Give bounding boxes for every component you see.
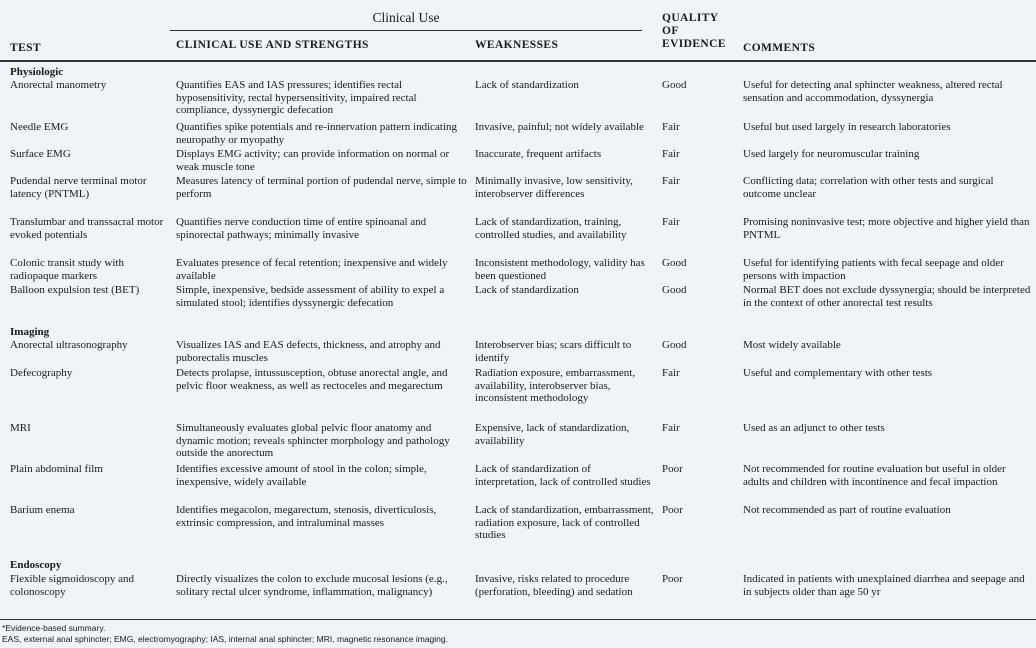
comments: Conflicting data; correlation with other tests and surgical outcome unclear [743,175,994,200]
weaknesses: Inconsistent methodology, validity has been questioned [475,257,645,282]
clinical-use: Simple, inexpensive, bedside assessment of ability to expel a simulated stool; identifies dyssynergic defecation [176,284,445,309]
clinical-use: Quantifies EAS and IAS pressures; identifies rectal hyposensitivity, rectal hypersensitivity, impaired rectal compliance, dyssynergic defecation [176,79,417,117]
test-name: Plain abdominal film [10,463,103,475]
clinical-use: Measures latency of terminal portion of pudendal nerve, simple to perform [176,175,467,200]
clinical-use: Displays EMG activity; can provide information on normal or weak muscle tone [176,148,450,173]
test-name: Colonic transit study with radiopaque markers [10,257,124,282]
weaknesses: Lack of standardization of interpretation, lack of controlled studies [475,463,651,488]
comments: Not recommended for routine evaluation but useful in older adults and children with incontinence and fecal impaction [743,463,1006,488]
header-rule [0,60,1036,62]
weaknesses: Interobserver bias; scars difficult to identify [475,339,632,364]
quality: Fair [662,216,680,228]
section-imaging: Imaging [10,326,50,338]
comments: Useful for detecting anal sphincter weakness, altered rectal sensation and accommodation, dyssynergia [743,79,1003,104]
comments: Normal BET does not exclude dyssynergia; should be interpreted in the context of other anorectal test results [743,284,1031,309]
footer-rule [0,619,1036,620]
comments: Promising noninvasive test; more objective and higher yield than PNTML [743,216,1030,241]
weaknesses: Lack of standardization, embarrassment, radiation exposure, lack of controlled studies [475,504,654,542]
test-name: Translumbar and transsacral motor evoked potentials [10,216,164,241]
test-name: Flexible sigmoidoscopy and colonoscopy [10,573,135,598]
section-physiologic: Physiologic [10,66,64,78]
quality: Good [662,339,687,351]
quality: Fair [662,121,680,133]
weaknesses: Lack of standardization [475,79,579,91]
header-use: CLINICAL USE AND STRENGTHS [176,39,369,51]
clinical-use: Identifies excessive amount of stool in the colon; simple, inexpensive, widely available [176,463,427,488]
quality: Fair [662,367,680,379]
comments: Not recommended as part of routine evaluation [743,504,951,516]
header-weaknesses: WEAKNESSES [475,39,559,51]
weaknesses: Lack of standardization [475,284,579,296]
test-name: Surface EMG [10,148,71,160]
quality: Good [662,79,687,91]
comments: Useful but used largely in research laboratories [743,121,951,133]
test-name: Defecography [10,367,73,379]
clinical-use: Directly visualizes the colon to exclude mucosal lesions (e.g., solitary rectal ulcer syndrome, inflammation, malignancy) [176,573,448,598]
quality: Poor [662,573,683,585]
quality: Fair [662,148,680,160]
clinical-use: Quantifies nerve conduction time of entire spinoanal and spinorectal pathways; minimally invasive [176,216,427,241]
weaknesses: Minimally invasive, low sensitivity, interobserver differences [475,175,633,200]
weaknesses: Radiation exposure, embarrassment, availability, interobserver bias, inconsistent methodology [475,367,636,405]
quality: Fair [662,422,680,434]
comments: Most widely available [743,339,841,351]
comments: Useful for identifying patients with fecal seepage and older persons with impaction [743,257,1004,282]
clinical-use: Detects prolapse, intussusception, obtuse anorectal angle, and pelvic floor weakness, as well as rectoceles and megarectum [176,367,448,392]
quality: Poor [662,463,683,475]
header-quality: QUALITY OF EVIDENCE [662,12,726,50]
weaknesses: Invasive, risks related to procedure (perforation, bleeding) and sedation [475,573,633,598]
header-comments: COMMENTS [743,42,816,54]
weaknesses: Inaccurate, frequent artifacts [475,148,602,160]
clinical-use: Simultaneously evaluates global pelvic floor anatomy and dynamic motion; reveals sphincter morphology and pathology outside the anorectum [176,422,450,460]
clinical-use: Identifies megacolon, megarectum, stenosis, diverticulosis, extrinsic compression, and intraluminal masses [176,504,437,529]
clinical-use: Evaluates presence of fecal retention; inexpensive and widely available [176,257,448,282]
test-name: Pudendal nerve terminal motor latency (PNTML) [10,175,147,200]
test-name: Anorectal manometry [10,79,107,91]
quality: Good [662,257,687,269]
comments: Indicated in patients with unexplained diarrhea and seepage and in subjects older than age 50 yr [743,573,1025,598]
quality: Poor [662,504,683,516]
test-name: Anorectal ultrasonography [10,339,128,351]
weaknesses: Expensive, lack of standardization, availability [475,422,630,447]
comments: Used largely for neuromuscular training [743,148,920,160]
test-name: Barium enema [10,504,75,516]
test-name: Needle EMG [10,121,69,133]
clinical-use: Visualizes IAS and EAS defects, thickness, and atrophy and puborectalis muscles [176,339,441,364]
header-test: TEST [10,42,42,54]
clinical-use-group-header: Clinical Use [170,6,642,31]
weaknesses: Invasive, painful; not widely available [475,121,644,133]
quality: Good [662,284,687,296]
weaknesses: Lack of standardization, training, controlled studies, and availability [475,216,627,241]
section-endoscopy: Endoscopy [10,559,62,571]
quality: Fair [662,175,680,187]
test-name: Balloon expulsion test (BET) [10,284,140,296]
footnote-abbreviations: EAS, external anal sphincter; EMG, electromyography; IAS, internal anal sphincter; MRI, magnetic resonance imaging. [2,634,448,644]
comments: Useful and complementary with other tests [743,367,933,379]
test-name: MRI [10,422,31,434]
footnote-evidence: *Evidence-based summary. [2,623,106,633]
clinical-use: Quantifies spike potentials and re-innervation pattern indicating neuropathy or myopathy [176,121,458,146]
comments: Used as an adjunct to other tests [743,422,885,434]
